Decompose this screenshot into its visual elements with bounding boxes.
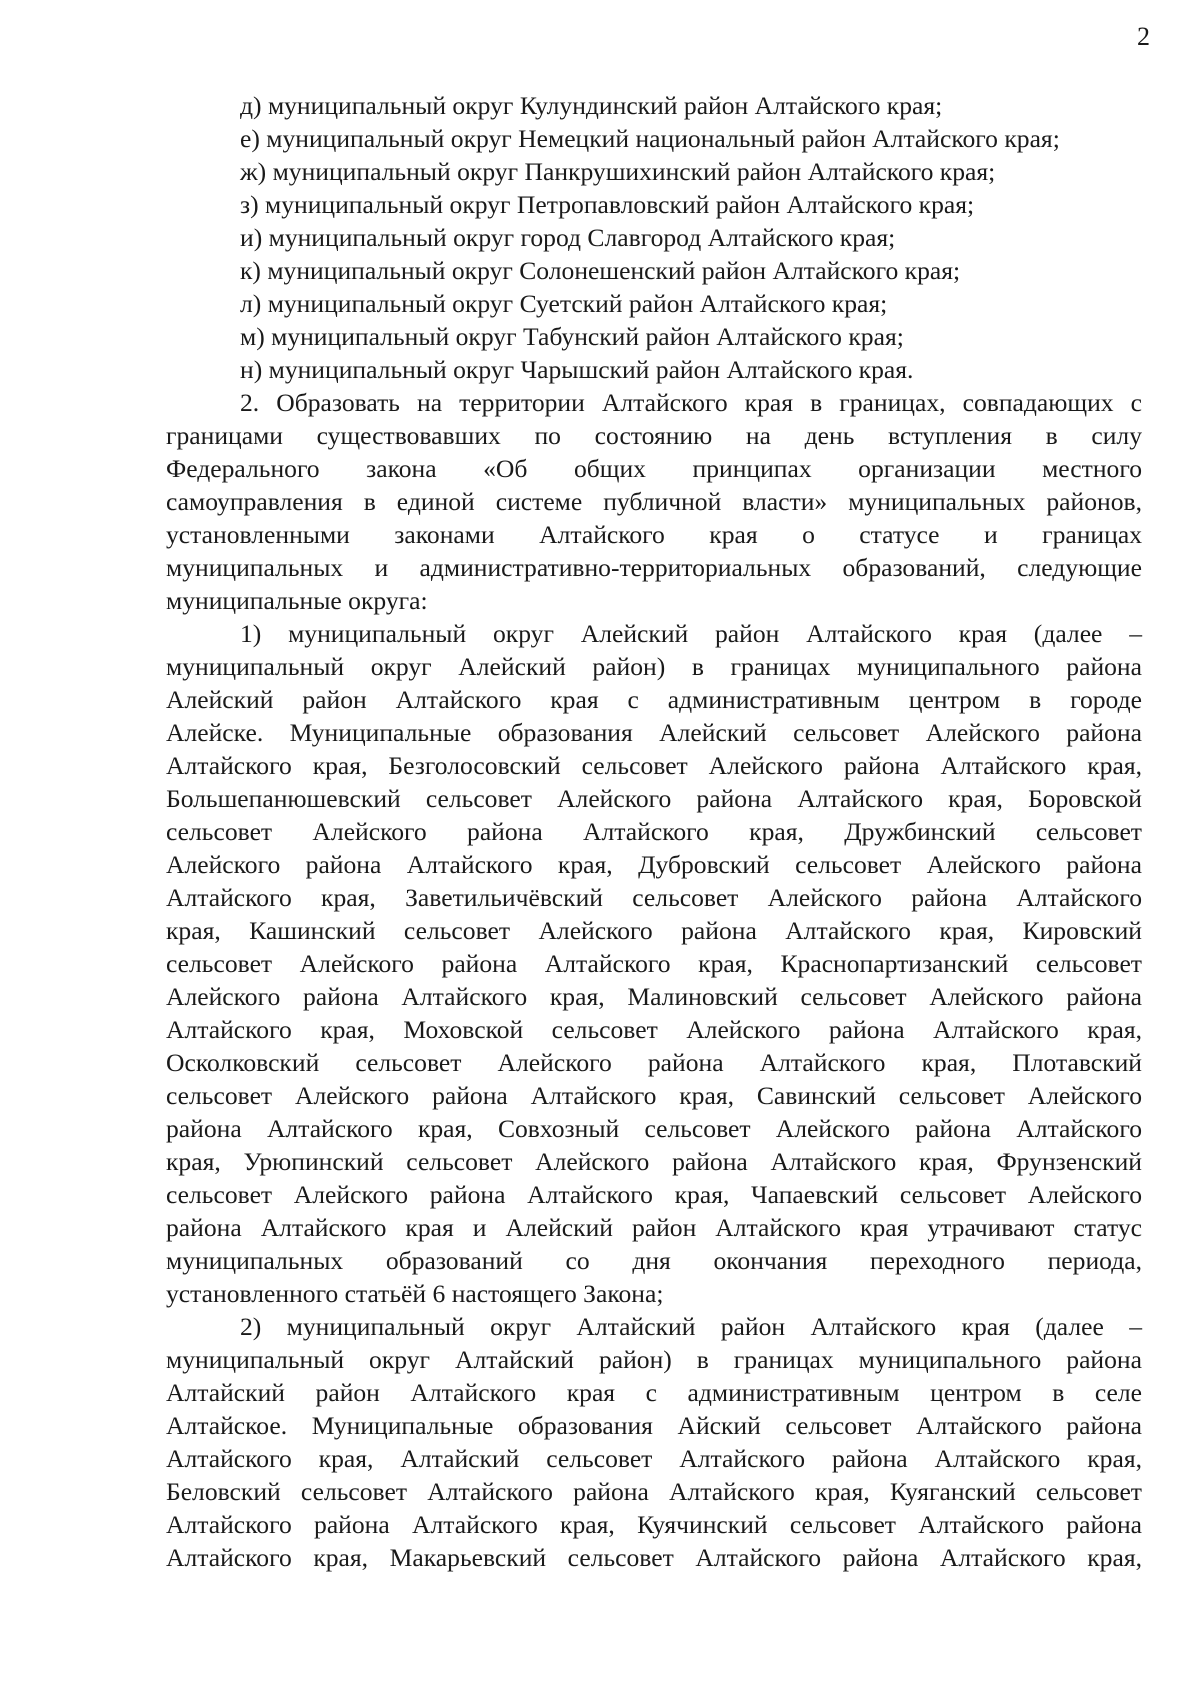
text-line: муниципальных и административно-территориальных образований, следующие — [166, 553, 1142, 582]
text-line: Алтайского края, Алтайский сельсовет Алтайского района Алтайского края, — [166, 1444, 1142, 1473]
text-line: д) муниципальный округ Кулундинский район Алтайского края; — [240, 91, 943, 120]
text-line: края, Урюпинский сельсовет Алейского района Алтайского края, Фрунзенский — [166, 1147, 1142, 1176]
text-line: 1) муниципальный округ Алейский район Алтайского края (далее – — [240, 619, 1142, 648]
text-line: Алейский район Алтайского края с административным центром в городе — [166, 685, 1142, 714]
document-body — [166, 89, 1142, 1574]
text-line: 2. Образовать на территории Алтайского края в границах, совпадающих с — [240, 388, 1142, 417]
text-line: сельсовет Алейского района Алтайского края, Дружбинский сельсовет — [166, 817, 1142, 846]
text-line: Алтайского края, Безголосовский сельсовет Алейского района Алтайского края, — [166, 751, 1142, 780]
text-line: муниципальный округ Алтайский район) в границах муниципального района — [166, 1345, 1142, 1374]
text-line: сельсовет Алейского района Алтайского края, Краснопартизанский сельсовет — [166, 949, 1142, 978]
text-line: з) муниципальный округ Петропавловский район Алтайского края; — [240, 190, 975, 219]
text-line: Алтайского края, Макарьевский сельсовет Алтайского района Алтайского края, — [166, 1543, 1142, 1572]
text-line: района Алтайского края, Совхозный сельсовет Алейского района Алтайского — [166, 1114, 1142, 1143]
page-number: 2 — [1137, 22, 1150, 51]
text-line: муниципальный округ Алейский район) в границах муниципального района — [166, 652, 1142, 681]
text-line: л) муниципальный округ Суетский район Алтайского края; — [240, 289, 888, 318]
text-line: Алтайского края, Заветильичёвский сельсовет Алейского района Алтайского — [166, 883, 1142, 912]
text-line: Алейского района Алтайского края, Малиновский сельсовет Алейского района — [166, 982, 1142, 1011]
text-line: края, Кашинский сельсовет Алейского района Алтайского края, Кировский — [166, 916, 1142, 945]
text-line: Алейске. Муниципальные образования Алейский сельсовет Алейского района — [166, 718, 1142, 747]
text-line: муниципальные округа: — [166, 586, 428, 615]
text-line: муниципальных образований со дня окончания переходного периода, — [166, 1246, 1142, 1275]
text-line: м) муниципальный округ Табунский район Алтайского края; — [240, 322, 904, 351]
text-line: установленными законами Алтайского края о статусе и границах — [166, 520, 1142, 549]
text-line: Осколковский сельсовет Алейского района Алтайского края, Плотавский — [166, 1048, 1142, 1077]
text-line: Алтайское. Муниципальные образования Айский сельсовет Алтайского района — [166, 1411, 1142, 1440]
text-line: Федерального закона «Об общих принципах организации местного — [166, 454, 1142, 483]
text-line: Беловский сельсовет Алтайского района Алтайского края, Куяганский сельсовет — [166, 1477, 1142, 1506]
text-line: сельсовет Алейского района Алтайского края, Савинский сельсовет Алейского — [166, 1081, 1142, 1110]
text-line: к) муниципальный округ Солонешенский район Алтайского края; — [240, 256, 961, 285]
text-line: 2) муниципальный округ Алтайский район Алтайского края (далее – — [240, 1312, 1142, 1341]
text-line: Алтайского района Алтайского края, Куячинский сельсовет Алтайского района — [166, 1510, 1142, 1539]
text-line: Алтайский район Алтайского края с административным центром в селе — [166, 1378, 1142, 1407]
text-line: сельсовет Алейского района Алтайского края, Чапаевский сельсовет Алейского — [166, 1180, 1142, 1209]
text-line: Большепанюшевский сельсовет Алейского района Алтайского края, Боровской — [166, 784, 1142, 813]
text-line: самоуправления в единой системе публичной власти» муниципальных районов, — [166, 487, 1142, 516]
text-line: н) муниципальный округ Чарышский район Алтайского края. — [240, 355, 914, 384]
text-line: е) муниципальный округ Немецкий национальный район Алтайского края; — [240, 124, 1060, 153]
text-line: ж) муниципальный округ Панкрушихинский район Алтайского края; — [240, 157, 996, 186]
text-line: установленного статьёй 6 настоящего Закона; — [166, 1279, 664, 1308]
text-line: и) муниципальный округ город Славгород Алтайского края; — [240, 223, 896, 252]
text-line: Алтайского края, Моховской сельсовет Алейского района Алтайского края, — [166, 1015, 1142, 1044]
text-line: района Алтайского края и Алейский район Алтайского края утрачивают статус — [166, 1213, 1142, 1242]
text-line: Алейского района Алтайского края, Дубровский сельсовет Алейского района — [166, 850, 1142, 879]
text-line: границами существовавших по состоянию на день вступления в силу — [166, 421, 1142, 450]
